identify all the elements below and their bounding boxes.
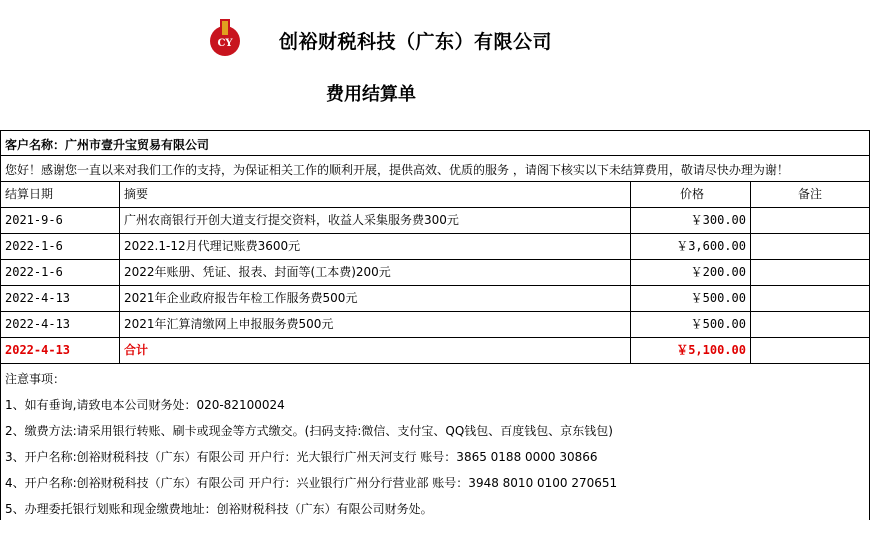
note-item: [1, 390, 869, 416]
row-summary: 2021年汇算清缴网上申报服务费500元: [120, 312, 631, 337]
row-summary: 广州农商银行开创大道支行提交资料，收益人采集服务费300元: [120, 208, 631, 233]
header-remark: 备注: [797, 187, 822, 201]
total-remark: [751, 338, 869, 363]
row-remark: [751, 234, 869, 259]
notes-title-row: [1, 364, 869, 390]
row-date: 2022-4-13: [1, 312, 120, 337]
row-price: ￥3,600.00: [631, 234, 751, 259]
row-date: 2022-1-6: [1, 260, 120, 285]
cy-company-logo-icon: [203, 15, 247, 59]
note-text: 1、如有垂询,请致电本公司财务处：020-82100024: [5, 398, 285, 412]
greeting-row: [1, 156, 869, 182]
row-date: 2021-9-6: [1, 208, 120, 233]
row-date: 2022-1-6: [1, 234, 120, 259]
row-price: ￥300.00: [631, 208, 751, 233]
notes-title: 注意事项：: [5, 372, 66, 386]
note-text: 2、缴费方法:请采用银行转账、刷卡或现金等方式缴交。(扫码支持:微信、支付宝、QQ钱包、百度钱包、京东钱包): [5, 424, 613, 438]
note-text: 5、办理委托银行划账和现金缴费地址：创裕财税科技（广东）有限公司财务处。: [5, 502, 433, 516]
customer-name: 客户名称：广州市壹升宝贸易有限公司: [5, 138, 210, 152]
row-price: ￥200.00: [631, 260, 751, 285]
customer-row: [1, 130, 869, 156]
header-date: 结算日期: [1, 182, 120, 207]
table-row: [1, 208, 869, 234]
table-row: [1, 260, 869, 286]
row-summary: 2021年企业政府报告年检工作服务费500元: [120, 286, 631, 311]
document-title: 费用结算单: [326, 84, 416, 105]
note-item: [1, 494, 869, 520]
logo-text: CY: [217, 38, 233, 49]
header-summary: 摘要: [120, 182, 631, 207]
table-header-row: [1, 182, 869, 208]
total-row: [1, 338, 869, 364]
company-name: 创裕财税科技（广东）有限公司: [279, 31, 553, 53]
row-remark: [751, 286, 869, 311]
table-row: [1, 312, 869, 338]
row-price: ￥500.00: [631, 286, 751, 311]
header-price: 价格: [631, 182, 751, 207]
total-date: 2022-4-13: [1, 338, 120, 363]
greeting-text: 您好！感谢您一直以来对我们工作的支持，为保证相关工作的顺利开展，提供高效、优质的服务 ，请阁下核实以下未结算费用，敬请尽快办理为谢！: [5, 163, 789, 177]
note-item: [1, 416, 869, 442]
row-remark: [751, 260, 869, 285]
note-item: [1, 442, 869, 468]
row-remark: [751, 312, 869, 337]
note-text: 4、开户名称:创裕财税科技（广东）有限公司 开户行：兴业银行广州分行营业部 账号：3948 8010 0100 270651: [5, 476, 618, 490]
total-price: ￥5,100.00: [631, 338, 751, 363]
statement-sheet: [0, 130, 870, 520]
row-price: ￥500.00: [631, 312, 751, 337]
total-label: 合计: [120, 338, 631, 363]
note-text: 3、开户名称:创裕财税科技（广东）有限公司 开户行：光大银行广州天河支行 账号：3865 0188 0000 30866: [5, 450, 598, 464]
row-remark: [751, 208, 869, 233]
table-row: [1, 234, 869, 260]
row-date: 2022-4-13: [1, 286, 120, 311]
table-row: [1, 286, 869, 312]
note-item: [1, 468, 869, 494]
document-header: [0, 0, 871, 130]
row-summary: 2022.1-12月代理记账费3600元: [120, 234, 631, 259]
row-summary: 2022年账册、凭证、报表、封面等(工本费)200元: [120, 260, 631, 285]
